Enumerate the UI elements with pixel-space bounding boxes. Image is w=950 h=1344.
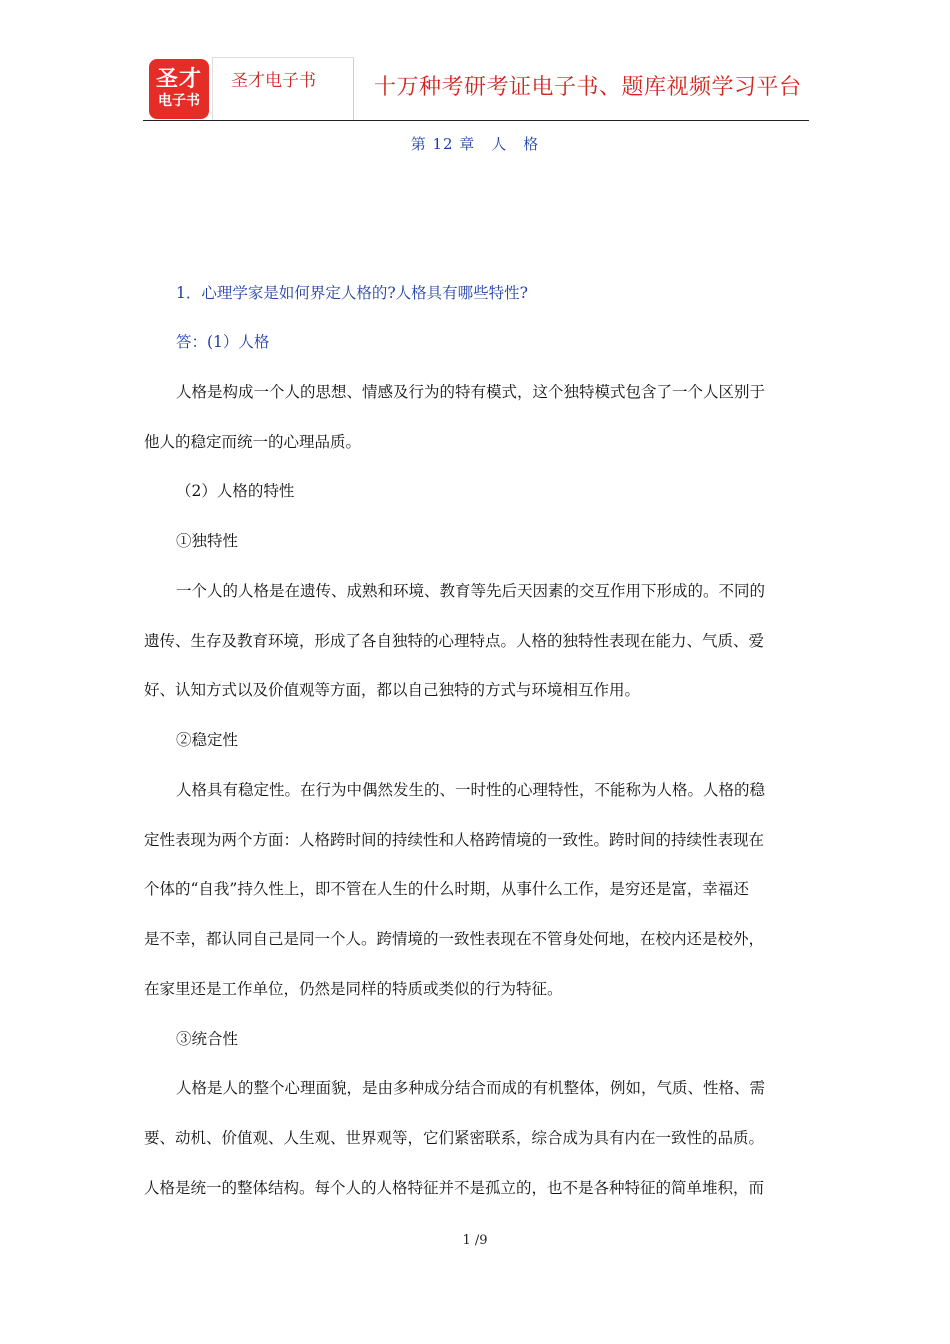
- subsection-heading: ②稳定性: [176, 731, 239, 749]
- header-slogan: 十万种考研考证电子书、题库视频学习平台: [374, 75, 802, 100]
- brand-logo: [149, 59, 209, 119]
- header-divider: [143, 120, 809, 121]
- question-text: 1．心理学家是如何界定人格的?人格具有哪些特性?: [176, 284, 528, 302]
- brand-box: [212, 57, 354, 121]
- page-number: 1 /9: [462, 1233, 488, 1248]
- logo-text-line1: 圣才: [155, 67, 202, 92]
- paragraph-line: 人格是构成一个人的思想、情感及行为的特有模式，这个独特模式包含了一个人区别于: [176, 383, 766, 401]
- paragraph-line: 他人的稳定而统一的心理品质。: [144, 433, 362, 451]
- chapter-title: 第 12 章 人 格: [410, 135, 540, 153]
- brand-name: 圣才电子书: [231, 71, 316, 91]
- answer-heading: 答：(1）人格: [176, 333, 270, 351]
- paragraph-line: 一个人的人格是在遗传、成熟和环境、教育等先后天因素的交互作用下形成的。不同的: [176, 582, 766, 600]
- paragraph-line: 遗传、生存及教育环境，形成了各自独特的心理特点。人格的独特性表现在能力、气质、爱: [144, 632, 765, 650]
- subsection-heading: ①独特性: [176, 532, 239, 550]
- section-heading: （2）人格的特性: [176, 482, 295, 500]
- subsection-heading: ③统合性: [176, 1030, 239, 1048]
- page-header: [143, 57, 809, 121]
- paragraph-line: 好、认知方式以及价值观等方面，都以自己独特的方式与环境相互作用。: [144, 681, 641, 699]
- paragraph-line: 个体的“自我”持久性上，即不管在人生的什么时期，从事什么工作，是穷还是富，幸福还: [144, 880, 749, 898]
- paragraph-line: 要、动机、价值观、人生观、世界观等，它们紧密联系，综合成为具有内在一致性的品质。: [144, 1129, 765, 1147]
- paragraph-line: 在家里还是工作单位，仍然是同样的特质或类似的行为特征。: [144, 980, 563, 998]
- paragraph-line: 人格是人的整个心理面貌，是由多种成分结合而成的有机整体，例如，气质、性格、需: [176, 1079, 766, 1097]
- logo-text-line2: 电子书: [158, 93, 200, 109]
- paragraph-line: 人格具有稳定性。在行为中偶然发生的、一时性的心理特性，不能称为人格。人格的稳: [176, 781, 766, 799]
- paragraph-line: 是不幸，都认同自己是同一个人。跨情境的一致性表现在不管身处何地，在校内还是校外，: [144, 930, 765, 948]
- paragraph-line: 定性表现为两个方面：人格跨时间的持续性和人格跨情境的一致性。跨时间的持续性表现在: [144, 831, 765, 849]
- paragraph-line: 人格是统一的整体结构。每个人的人格特征并不是孤立的，也不是各种特征的简单堆积，而: [144, 1179, 765, 1197]
